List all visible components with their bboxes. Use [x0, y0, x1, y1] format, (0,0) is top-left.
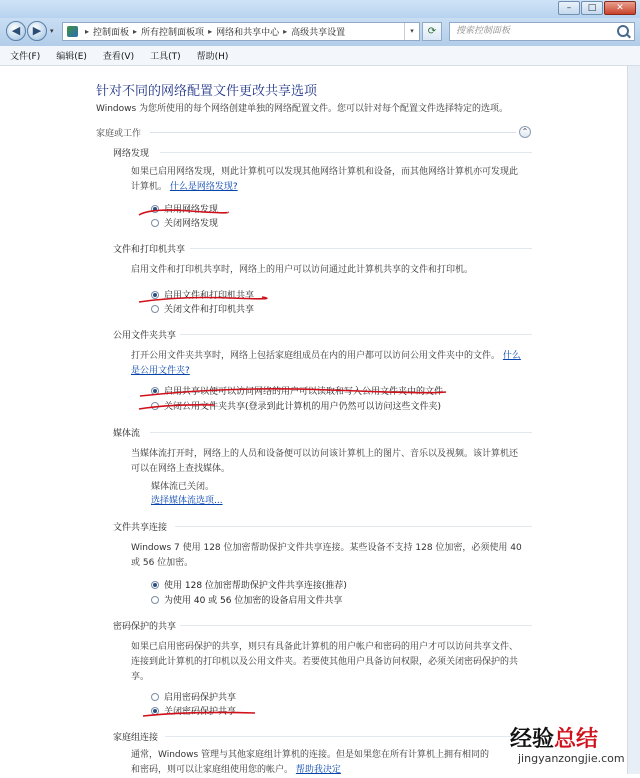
- radio-selected-icon[interactable]: [151, 707, 159, 715]
- page-title: 针对不同的网络配置文件更改共享选项: [96, 84, 318, 99]
- radio-label: 启用网络发现: [164, 205, 219, 215]
- watermark-cn-end: 总结: [554, 727, 599, 752]
- address-bar[interactable]: [62, 22, 420, 41]
- connection-description: [131, 541, 522, 571]
- section-title-public-folder: 公用文件夹共享: [113, 331, 177, 341]
- radio-label: 启用文件和打印机共享: [164, 291, 255, 301]
- menu-view[interactable]: 查看(V): [102, 52, 135, 62]
- radio-label: 启用密码保护共享: [164, 693, 237, 703]
- radio-unselected-icon[interactable]: [151, 693, 159, 701]
- connection-description-line2: 或 56 位加密。: [131, 558, 194, 568]
- menu-edit[interactable]: 编辑(E): [56, 52, 87, 62]
- control-panel-icon: [67, 26, 78, 37]
- radio-label: 关闭文件和打印机共享: [164, 305, 255, 315]
- profile-group-label: 家庭或工作: [96, 129, 142, 139]
- radio-file-printer-off[interactable]: [151, 302, 254, 315]
- radio-label: 使用 128 位加密帮助保护文件共享连接(推荐): [164, 581, 347, 591]
- section-divider: [165, 736, 532, 737]
- radio-unselected-icon[interactable]: [151, 219, 159, 227]
- section-divider: [160, 152, 532, 153]
- file-printer-description: 启用文件和打印机共享时，网络上的用户可以访问通过此计算机共享的文件和打印机。: [131, 265, 474, 275]
- section-divider: [175, 526, 532, 527]
- homegroup-description-line2: [131, 763, 489, 778]
- radio-label: 为使用 40 或 56 位加密的设备启用文件共享: [164, 596, 343, 606]
- breadcrumb-separator[interactable]: ▸: [208, 27, 213, 36]
- password-description-line3: 享。: [131, 672, 150, 682]
- public-folder-description-text: 打开公用文件夹共享时，网络上包括家庭组成员在内的用户都可以访问公用文件夹中的文件。: [131, 351, 501, 361]
- watermark-text: [510, 722, 598, 753]
- homegroup-description-line1: 通常，Windows 管理与其他家庭组计算机的连接。但是如果您在所有计算机上拥有相同的: [131, 750, 490, 760]
- radio-selected-icon[interactable]: [151, 291, 159, 299]
- section-divider: [180, 334, 532, 335]
- breadcrumb-all-items[interactable]: 所有控制面板项: [141, 28, 205, 38]
- close-button[interactable]: ✕: [604, 1, 636, 15]
- homegroup-description-tail: 和密码，则可以让家庭组使用您的帐户。: [131, 765, 294, 775]
- radio-password-off[interactable]: [151, 704, 236, 717]
- watermark-cn-start: 经验: [510, 727, 555, 752]
- section-title-connections: 文件共享连接: [113, 523, 168, 533]
- back-button[interactable]: ◀: [6, 21, 26, 41]
- content-pane: [0, 66, 640, 774]
- section-divider: [150, 432, 532, 433]
- forward-button[interactable]: ▶: [27, 21, 47, 41]
- password-description-line2: 连接到此计算机的打印机以及公用文件夹。若要使其他用户具备访问权限，必须关闭密码保护的共: [131, 657, 519, 667]
- discovery-description-line1: 如果已启用网络发现，则此计算机可以发现其他网络计算机和设备，而其他网络计算机亦可发现此: [131, 167, 519, 177]
- radio-selected-icon[interactable]: [151, 205, 159, 213]
- watermark-url: jingyanzongjie.com: [518, 752, 625, 765]
- menu-tools[interactable]: 工具(T): [150, 52, 181, 62]
- radio-discovery-off[interactable]: [151, 216, 218, 229]
- password-description-line1: 如果已启用密码保护的共享，则只有具备此计算机的用户帐户和密码的用户才可以访问共享文件、: [131, 642, 519, 652]
- connection-description-line1: Windows 7 使用 128 位加密帮助保护文件共享连接。某些设备不支持 128 位加密，必须使用 40: [131, 543, 522, 553]
- radio-password-on[interactable]: [151, 690, 236, 703]
- radio-unselected-icon[interactable]: [151, 596, 159, 604]
- radio-selected-icon[interactable]: [151, 581, 159, 589]
- search-placeholder: 搜索控制面板: [456, 26, 511, 36]
- section-title-media: 媒体流: [113, 429, 141, 439]
- media-status: 媒体流已关闭。: [151, 482, 215, 492]
- address-dropdown-button[interactable]: ▾: [404, 23, 419, 40]
- group-divider: [150, 132, 516, 133]
- breadcrumb-separator[interactable]: ▸: [85, 27, 90, 36]
- radio-public-folder-off[interactable]: [151, 399, 441, 412]
- radio-file-printer-on[interactable]: [151, 288, 254, 301]
- breadcrumb-separator[interactable]: ▸: [283, 27, 288, 36]
- section-title-file-printer: 文件和打印机共享: [113, 245, 186, 255]
- menu-help[interactable]: 帮助(H): [196, 52, 229, 62]
- page-description: Windows 为您所使用的每个网络创建单独的网络配置文件。您可以针对每个配置文件选择特定的选项。: [96, 104, 509, 114]
- window-controls: [557, 1, 636, 15]
- radio-selected-icon[interactable]: [151, 387, 159, 395]
- maximize-button[interactable]: □: [581, 1, 603, 15]
- breadcrumb-separator[interactable]: ▸: [133, 27, 138, 36]
- radio-label: 关闭网络发现: [164, 219, 219, 229]
- radio-unselected-icon[interactable]: [151, 305, 159, 313]
- radio-label: 关闭密码保护共享: [164, 707, 237, 717]
- collapse-chevron-icon[interactable]: ⌃: [519, 126, 531, 138]
- breadcrumb-control-panel[interactable]: 控制面板: [93, 28, 130, 38]
- radio-label: 启用共享以便可以访问网络的用户可以读取和写入公用文件夹中的文件: [164, 387, 444, 397]
- breadcrumb-network-center[interactable]: 网络和共享中心: [216, 28, 280, 38]
- public-folder-description-line1: [131, 349, 521, 364]
- discovery-description-tail: 计算机。: [131, 182, 168, 192]
- breadcrumb-advanced-sharing[interactable]: 高级共享设置: [291, 28, 346, 38]
- media-description: [131, 447, 518, 477]
- media-description-line2: 可以在网络上查找媒体。: [131, 464, 231, 474]
- section-divider: [180, 625, 532, 626]
- public-folder-description: [131, 349, 521, 379]
- what-is-public-folder-link-end[interactable]: 是公用文件夹?: [131, 366, 190, 376]
- help-me-decide-link[interactable]: 帮助我决定: [295, 765, 341, 775]
- search-icon[interactable]: [617, 25, 629, 37]
- radio-unselected-icon[interactable]: [151, 402, 159, 410]
- recent-pages-dropdown[interactable]: ▾: [50, 27, 54, 35]
- media-options-link[interactable]: 选择媒体流选项...: [151, 496, 223, 506]
- radio-label: 关闭公用文件夹共享(登录到此计算机的用户仍然可以访问这些文件夹): [164, 402, 442, 412]
- radio-discovery-on[interactable]: [151, 202, 218, 215]
- minimize-button[interactable]: –: [558, 1, 580, 15]
- section-title-password: 密码保护的共享: [113, 622, 177, 632]
- radio-encryption-128[interactable]: [151, 578, 347, 591]
- section-divider: [190, 248, 532, 249]
- discovery-description-line2: [131, 180, 518, 195]
- what-is-public-folder-link-start[interactable]: 什么: [502, 351, 521, 361]
- radio-encryption-40-56[interactable]: [151, 593, 342, 606]
- scrollbar[interactable]: [627, 66, 640, 774]
- menu-file[interactable]: 文件(F): [10, 52, 41, 62]
- discovery-description: [131, 165, 518, 195]
- section-title-homegroup: 家庭组连接: [113, 733, 159, 743]
- radio-public-folder-on[interactable]: [151, 384, 443, 397]
- search-input[interactable]: [449, 22, 635, 41]
- menu-bar: [0, 46, 640, 66]
- what-is-discovery-link[interactable]: 什么是网络发现?: [169, 182, 238, 192]
- address-toolbar: [0, 18, 640, 46]
- section-title-discovery: 网络发现: [113, 149, 150, 159]
- media-description-line1: 当媒体流打开时，网络上的人员和设备便可以访问该计算机上的图片、音乐以及视频。该计算机还: [131, 449, 519, 459]
- refresh-button[interactable]: ⟳: [422, 22, 442, 41]
- window-title-bar: [0, 0, 640, 18]
- password-description: [131, 640, 518, 685]
